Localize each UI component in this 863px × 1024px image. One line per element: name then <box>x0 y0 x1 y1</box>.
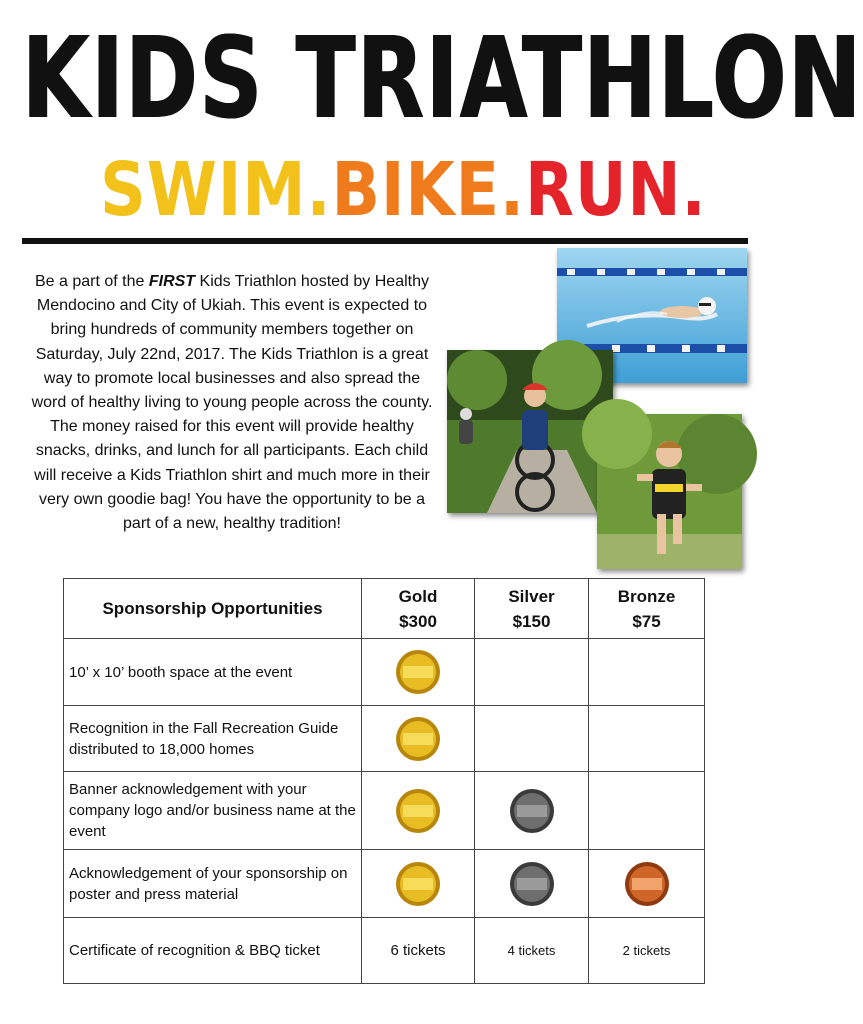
tagline-bike: BIKE. <box>331 147 525 233</box>
table-row <box>64 918 705 984</box>
gold-cell <box>362 918 475 984</box>
tagline-run: RUN. <box>524 147 707 233</box>
header-divider <box>22 238 748 244</box>
gold-cell <box>362 639 475 706</box>
header-bronze <box>589 579 705 639</box>
silver-cell <box>475 850 589 918</box>
silver-cell <box>475 918 589 984</box>
header-gold <box>362 579 475 639</box>
bronze-cell <box>589 850 705 918</box>
gold-cell <box>362 706 475 772</box>
intro-paragraph <box>28 270 436 536</box>
silver-tier-price: $150 <box>512 611 551 631</box>
gold-cell <box>362 850 475 918</box>
header-opportunities: Sponsorship Opportunities <box>64 579 362 639</box>
intro-emphasis: FIRST <box>148 273 196 290</box>
intro-text-start: Be a part of the <box>35 273 149 290</box>
bronze-medal-icon <box>624 861 670 907</box>
runner-photo <box>597 414 742 569</box>
silver-medal-icon <box>509 788 555 834</box>
benefit-cell: 10’ x 10’ booth space at the event <box>64 639 362 706</box>
bronze-cell <box>589 918 705 984</box>
table-row <box>64 850 705 918</box>
gold-tier-price: $300 <box>399 611 437 631</box>
benefit-cell: Certificate of recognition & BBQ ticket <box>64 918 362 984</box>
silver-cell <box>475 772 589 850</box>
intro-text-rest: Kids Triathlon hosted by Healthy Mendocino and City of Ukiah. This event is expected to bring hundreds of community members together on Saturday, July 22nd, 2017. The Kids Triathlon is a great way to promote local businesses and also spread the word of healthy living to young people across the county. The money raised for this event will provide healthy snacks, drinks, and lunch for all participants. Each child will receive a Kids Triathlon shirt and much more in their very own goodie bag! You have the opportunity to be a part of a new, healthy tradition! <box>31 273 433 533</box>
page-title: KIDS TRIATHLON <box>22 14 863 144</box>
benefit-cell: Recognition in the Fall Recreation Guide distributed to 18,000 homes <box>64 706 362 772</box>
table-row <box>64 706 705 772</box>
tagline <box>100 147 707 233</box>
silver-medal-icon <box>509 861 555 907</box>
bronze-tier-name: Bronze <box>617 586 676 606</box>
bronze-cell <box>589 772 705 850</box>
silver-tier-name: Silver <box>508 586 555 606</box>
table-row <box>64 639 705 706</box>
bronze-cell <box>589 706 705 772</box>
gold-medal-icon <box>395 649 441 695</box>
table-row <box>64 772 705 850</box>
benefit-cell: Acknowledgement of your sponsorship on poster and press material <box>64 850 362 918</box>
header-silver <box>475 579 589 639</box>
gold-medal-icon <box>395 716 441 762</box>
table-header-row <box>64 579 705 639</box>
gold-medal-icon <box>395 788 441 834</box>
bronze-tickets: 2 tickets <box>622 943 671 958</box>
sponsorship-table <box>63 578 705 984</box>
tagline-swim: SWIM. <box>100 147 332 233</box>
gold-tier-name: Gold <box>398 586 438 606</box>
silver-cell <box>475 706 589 772</box>
gold-medal-icon <box>395 861 441 907</box>
gold-tickets: 6 tickets <box>390 942 446 959</box>
bronze-tier-price: $75 <box>632 611 661 631</box>
bronze-cell <box>589 639 705 706</box>
silver-cell <box>475 639 589 706</box>
benefit-cell: Banner acknowledgement with your company logo and/or business name at the event <box>64 772 362 850</box>
gold-cell <box>362 772 475 850</box>
silver-tickets: 4 tickets <box>507 943 556 958</box>
